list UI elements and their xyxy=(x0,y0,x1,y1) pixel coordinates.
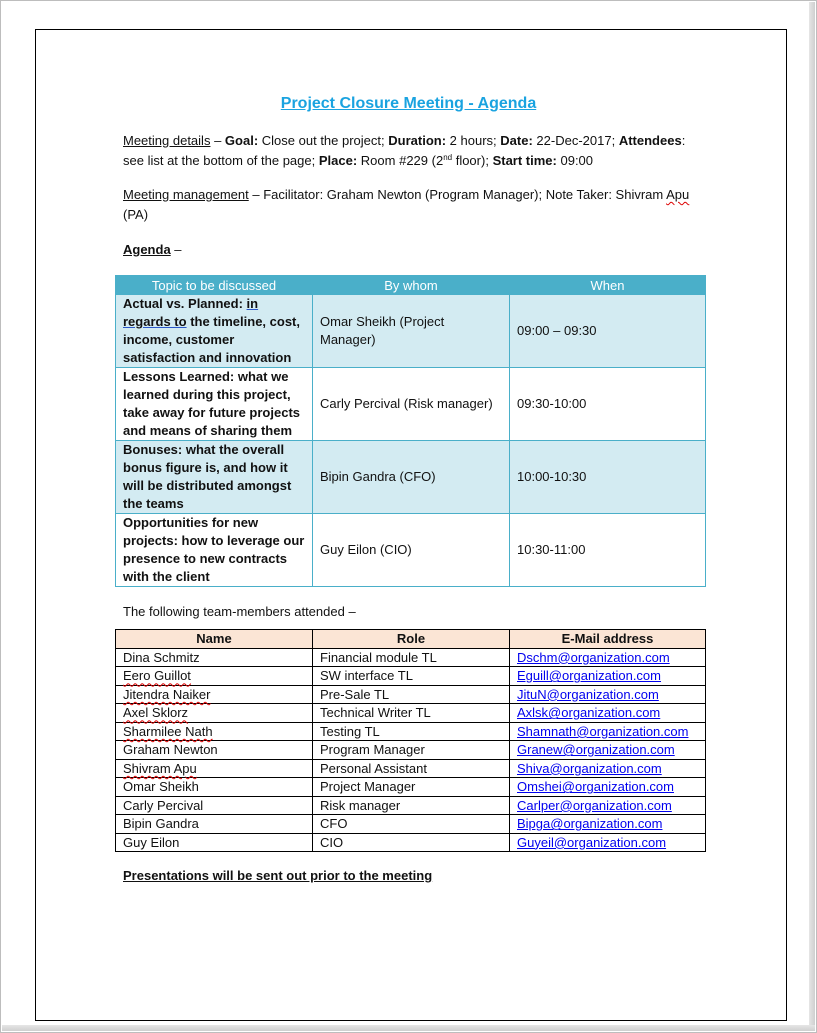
meeting-details-label: Meeting details xyxy=(123,133,211,148)
agenda-who: Carly Percival (Risk manager) xyxy=(313,368,510,441)
member-row xyxy=(116,704,706,723)
agenda-header-topic: Topic to be discussed xyxy=(116,276,313,295)
meeting-details-paragraph: Meeting details – Goal: Close out the project; Duration: 2 hours; Date: 22-Dec-2017; Attendees: see list at the bottom of the page; Place: Room #229 (2nd floor); Start time: 09:00 xyxy=(123,133,686,168)
members-header-email: E-Mail address xyxy=(510,630,706,649)
member-role: CIO xyxy=(313,833,510,852)
place-label: Place: xyxy=(318,153,358,168)
agenda-heading: Agenda – xyxy=(123,242,182,257)
member-row xyxy=(116,722,706,741)
member-row xyxy=(116,667,706,686)
meeting-management-role: (PA) xyxy=(123,207,149,222)
window-shadow xyxy=(2,1025,815,1031)
attended-text: The following team-members attended – xyxy=(123,604,356,619)
agenda-header-who: By whom xyxy=(313,276,510,295)
member-role: Project Manager xyxy=(313,778,510,797)
agenda-when: 09:00 – 09:30 xyxy=(510,295,706,368)
member-name: Shivram Apu xyxy=(116,759,313,778)
agenda-who: Bipin Gandra (CFO) xyxy=(313,441,510,514)
member-email-link[interactable]: Dschm@organization.com xyxy=(510,648,706,667)
members-table xyxy=(115,629,706,852)
agenda-when: 10:30-11:00 xyxy=(510,514,706,587)
start-time-value: 09:00 xyxy=(560,153,594,168)
member-email-link[interactable]: Bipga@organization.com xyxy=(510,815,706,834)
member-role: Risk manager xyxy=(313,796,510,815)
goal-value: Close out the project; xyxy=(261,133,385,148)
agenda-who: Omar Sheikh (Project Manager) xyxy=(313,295,510,368)
member-email-link[interactable]: JituN@organization.com xyxy=(510,685,706,704)
member-name: Sharmilee Nath xyxy=(116,722,313,741)
member-email-link[interactable]: Eguill@organization.com xyxy=(510,667,706,686)
agenda-row xyxy=(116,514,706,587)
member-row xyxy=(116,685,706,704)
member-email-link[interactable]: Axlsk@organization.com xyxy=(510,704,706,723)
meeting-management-label: Meeting management xyxy=(123,187,249,202)
agenda-header-when: When xyxy=(510,276,706,295)
agenda-row xyxy=(116,368,706,441)
spellcheck-word: Apu xyxy=(666,187,690,202)
agenda-when: 10:00-10:30 xyxy=(510,441,706,514)
agenda-topic: Opportunities for new projects: how to leverage our presence to new contracts with the client xyxy=(116,514,313,587)
document-title: Project Closure Meeting - Agenda xyxy=(280,95,537,112)
member-role: CFO xyxy=(313,815,510,834)
meeting-management-text: Facilitator: Graham Newton (Program Manager); Note Taker: Shivram xyxy=(263,187,664,202)
agenda-topic: Lessons Learned: what we learned during this project, take away for future projects and means of sharing them xyxy=(116,368,313,441)
start-time-label: Start time: xyxy=(492,153,557,168)
member-role: SW interface TL xyxy=(313,667,510,686)
agenda-topic: Actual vs. Planned: in regards to the timeline, cost, income, customer satisfaction and innovation xyxy=(116,295,313,368)
agenda-when: 09:30-10:00 xyxy=(510,368,706,441)
date-label: Date: xyxy=(500,133,533,148)
duration-label: Duration: xyxy=(388,133,447,148)
member-email-link[interactable]: Granew@organization.com xyxy=(510,741,706,760)
member-row xyxy=(116,833,706,852)
member-name: Axel Sklorz xyxy=(116,704,313,723)
agenda-row xyxy=(116,295,706,368)
attendees-value: see list at the bottom of the page; xyxy=(123,153,316,168)
agenda-label: Agenda xyxy=(123,242,171,257)
member-row xyxy=(116,815,706,834)
date-value: 22-Dec-2017; xyxy=(536,133,616,148)
member-role: Technical Writer TL xyxy=(313,704,510,723)
member-email-link[interactable]: Carlper@organization.com xyxy=(510,796,706,815)
member-name: Guy Eilon xyxy=(116,833,313,852)
member-name: Graham Newton xyxy=(116,741,313,760)
member-name: Dina Schmitz xyxy=(116,648,313,667)
member-role: Program Manager xyxy=(313,741,510,760)
member-role: Financial module TL xyxy=(313,648,510,667)
goal-label: Goal: xyxy=(224,133,259,148)
member-email-link[interactable]: Omshei@organization.com xyxy=(510,778,706,797)
window-shadow xyxy=(809,2,815,1031)
member-email-link[interactable]: Shiva@organization.com xyxy=(510,759,706,778)
meeting-management-paragraph: Meeting management – Facilitator: Graham Newton (Program Manager); Note Taker: Shivram Apu (PA) xyxy=(123,187,690,222)
member-name: Carly Percival xyxy=(116,796,313,815)
closing-note: Presentations will be sent out prior to the meeting xyxy=(123,868,433,883)
member-name: Bipin Gandra xyxy=(116,815,313,834)
attendees-label: Attendees xyxy=(618,133,682,148)
member-name: Jitendra Naiker xyxy=(116,685,313,704)
member-email-link[interactable]: Shamnath@organization.com xyxy=(510,722,706,741)
member-email-link[interactable]: Guyeil@organization.com xyxy=(510,833,706,852)
member-role: Pre-Sale TL xyxy=(313,685,510,704)
agenda-row xyxy=(116,441,706,514)
members-header-row xyxy=(116,630,706,649)
members-header-name: Name xyxy=(116,630,313,649)
agenda-who: Guy Eilon (CIO) xyxy=(313,514,510,587)
agenda-table xyxy=(115,275,706,587)
member-name: Omar Sheikh xyxy=(116,778,313,797)
place-value: Room #229 (2nd floor); xyxy=(360,153,489,168)
members-header-role: Role xyxy=(313,630,510,649)
member-row xyxy=(116,796,706,815)
duration-value: 2 hours; xyxy=(449,133,497,148)
member-row xyxy=(116,778,706,797)
member-name: Eero Guillot xyxy=(116,667,313,686)
member-row xyxy=(116,741,706,760)
member-role: Testing TL xyxy=(313,722,510,741)
member-row xyxy=(116,759,706,778)
agenda-header-row xyxy=(116,276,706,295)
agenda-topic: Bonuses: what the overall bonus figure is, and how it will be distributed amongst the teams xyxy=(116,441,313,514)
member-role: Personal Assistant xyxy=(313,759,510,778)
member-row xyxy=(116,648,706,667)
